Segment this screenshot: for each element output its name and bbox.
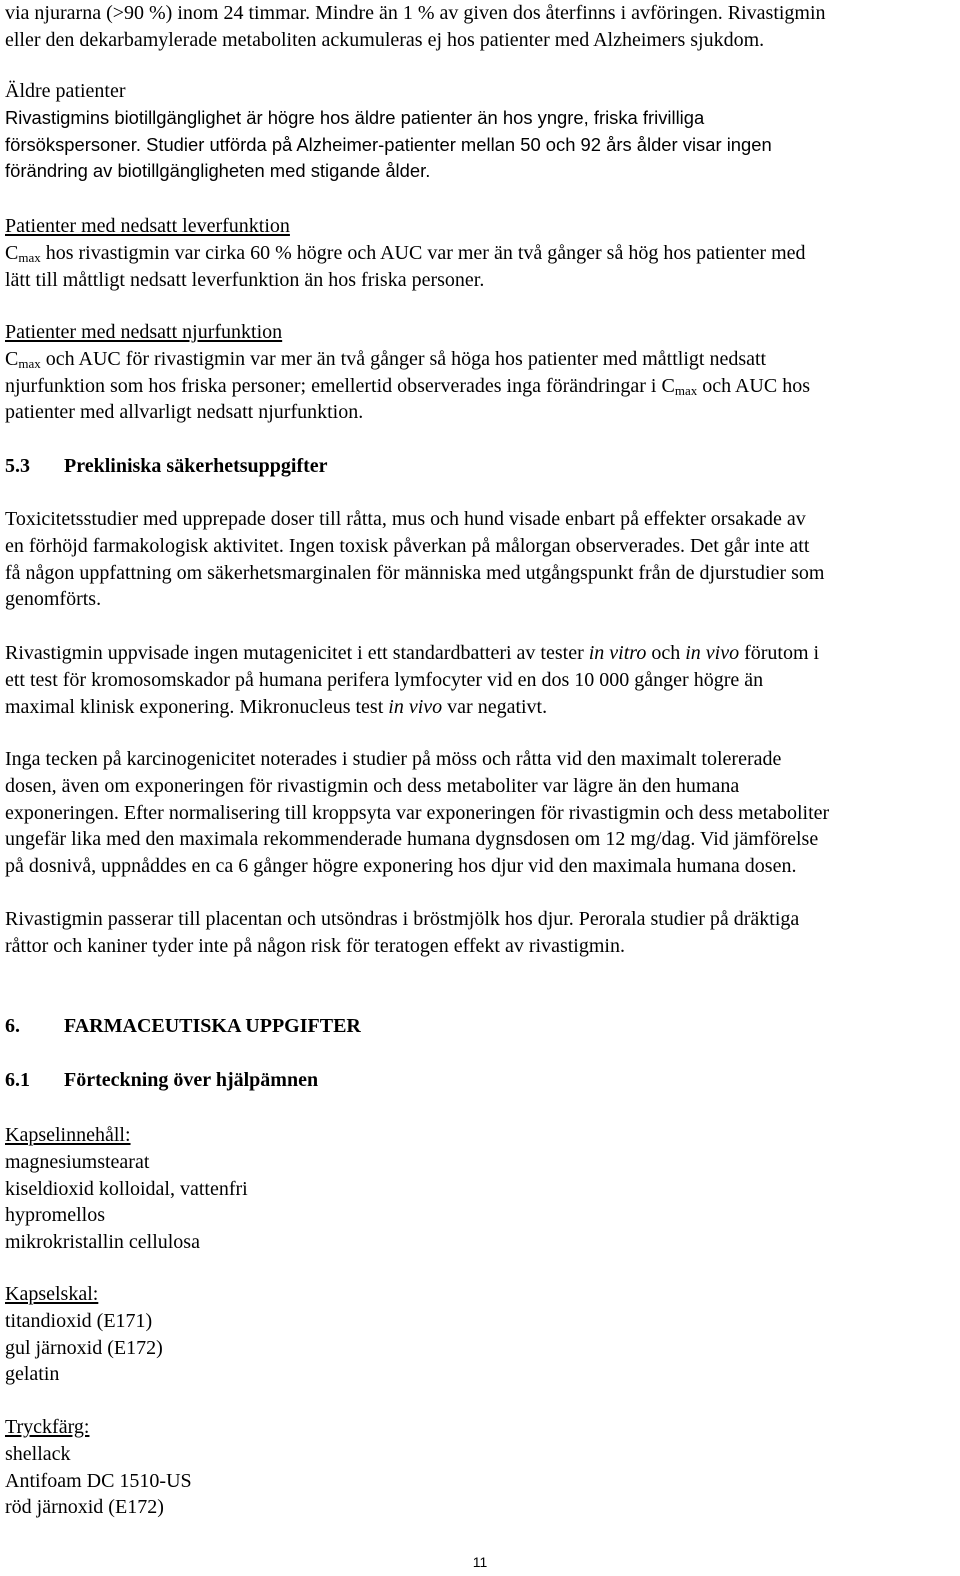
kidney-subheading: Patienter med nedsatt njurfunktion xyxy=(5,321,283,343)
excipient-item: shellack xyxy=(5,1442,71,1465)
section-number: 5.3 xyxy=(5,455,30,477)
kidney-line-fragment: njurfunktion som hos friska personer; emellertid observerades inga förändringar i C xyxy=(5,374,675,397)
section-title: Förteckning över hjälpämnen xyxy=(64,1069,319,1091)
cmax-subscript: max xyxy=(18,249,41,265)
kidney-line: patienter med allvarligt nedsatt njurfunktion. xyxy=(5,401,364,424)
intro-line: eller den dekarbamylerade metaboliten ackumuleras ej hos patienter med Alzheimers sjukdom. xyxy=(5,28,765,51)
elderly-line-fragment: försökspersoner. xyxy=(5,133,141,155)
excipient-item: titandioxid (E171) xyxy=(5,1309,153,1332)
excipient-group-capsule-shell xyxy=(5,1281,957,1388)
toxicity-paragraph xyxy=(5,506,957,613)
liver-line: lätt till måttligt nedsatt leverfunktion än hos friska personer. xyxy=(5,268,485,291)
mutagenicity-paragraph xyxy=(5,640,957,720)
elderly-patients-section xyxy=(5,78,957,185)
elderly-line: förändring av biotillgängligheten med stigande ålder. xyxy=(5,160,431,182)
section-6-heading xyxy=(5,1013,361,1040)
excipient-item: Antifoam DC 1510-US xyxy=(5,1469,192,1492)
excipient-item: mikrokristallin cellulosa xyxy=(5,1231,200,1254)
section-title: Prekliniska säkerhetsuppgifter xyxy=(64,455,328,477)
liver-line-fragment: hos rivastigmin var cirka 60 % högre och AUC var mer än två gånger så hög hos patienter med xyxy=(40,241,806,264)
paragraph-line: en förhöjd farmakologisk aktivitet. Ingen toxisk påverkan på målorgan observerades. Det går inte att xyxy=(5,534,810,557)
excipient-item: kiseldioxid kolloidal, vattenfri xyxy=(5,1177,248,1200)
excipient-group-printing-ink xyxy=(5,1414,957,1521)
placenta-paragraph xyxy=(5,906,957,960)
cmax-subscript: max xyxy=(674,382,698,398)
cmax-c: C xyxy=(5,347,19,370)
elderly-subheading: Äldre patienter xyxy=(5,80,126,102)
carcinogenicity-paragraph xyxy=(5,746,957,880)
excipient-item: röd järnoxid (E172) xyxy=(5,1496,164,1519)
italic-term: in vivo xyxy=(388,695,443,718)
section-title: FARMACEUTISKA UPPGIFTER xyxy=(64,1015,361,1037)
paragraph-line: Inga tecken på karcinogenicitet noterades i studier på möss och råtta vid den maximalt tolererade xyxy=(5,748,782,770)
excipient-item: magnesiumstearat xyxy=(5,1150,150,1173)
paragraph-line: exponeringen. Efter normalisering till kroppsyta var exponeringen för rivastigmin och dess metaboliter xyxy=(5,801,830,824)
text-fragment: Rivastigmin uppvisade ingen mutagenicitet i ett standardbatteri av tester xyxy=(5,642,589,664)
text-fragment: och xyxy=(646,642,686,664)
cmax-subscript: max xyxy=(18,355,41,371)
paragraph-line: få någon uppfattning om säkerhetsmarginalen för människa med utgångspunkt från de djurstudier som xyxy=(5,561,825,584)
elderly-line-fragment: Studier utförda på Alzheimer-patienter mellan 50 och 92 års ålder visar ingen xyxy=(140,133,772,155)
text-fragment: förutom i xyxy=(739,642,820,664)
section-6-1-heading xyxy=(5,1067,318,1094)
text-fragment: maximal klinisk exponering. Mikronucleus test xyxy=(5,695,389,718)
paragraph-line: på dosnivå, uppnåddes en ca 6 gånger högre exponering hos djur vid den maximala humana dosen. xyxy=(5,855,797,878)
text-fragment: var negativt. xyxy=(442,695,548,718)
excipient-item: gul järnoxid (E172) xyxy=(5,1336,163,1359)
excipient-group-label: Kapselinnehåll: xyxy=(5,1124,131,1146)
excipient-item: hypromellos xyxy=(5,1204,105,1227)
page-number: 11 xyxy=(472,1554,488,1570)
liver-subheading: Patienter med nedsatt leverfunktion xyxy=(5,215,290,237)
kidney-line-fragment: och AUC för rivastigmin var mer än två gånger så höga hos patienter med måttligt nedsatt xyxy=(40,347,767,370)
paragraph-line: genomförts. xyxy=(5,588,102,611)
paragraph-line: ett test för kromosomskador på humana perifera lymfocyter vid en dos 10 000 gånger högre än xyxy=(5,668,764,691)
excipient-item: gelatin xyxy=(5,1363,60,1386)
intro-paragraph xyxy=(5,0,957,54)
italic-term: in vivo xyxy=(685,642,740,664)
paragraph-line: råttor och kaniner tyder inte på någon risk för teratogen effekt av rivastigmin. xyxy=(5,934,625,957)
italic-term: in vitro xyxy=(588,642,647,664)
paragraph-line: dosen, även om exponeringen för rivastigmin och dess metaboliter var lägre än den humana xyxy=(5,774,740,797)
excipient-group-capsule-content xyxy=(5,1122,957,1256)
paragraph-line: ungefär lika med den maximala rekommenderade humana dygnsdosen om 12 mg/dag. Vid jämförelse xyxy=(5,828,819,851)
intro-line: via njurarna (>90 %) inom 24 timmar. Mindre än 1 % av given dos återfinns i avföringen. Rivastigmin xyxy=(5,2,826,24)
kidney-impairment-section xyxy=(5,319,957,426)
section-number: 6. xyxy=(5,1015,20,1037)
section-5-3-heading xyxy=(5,453,328,480)
excipient-group-label: Kapselskal: xyxy=(5,1283,99,1305)
cmax-c: C xyxy=(5,241,19,264)
excipient-group-label: Tryckfärg: xyxy=(5,1416,90,1438)
paragraph-line: Rivastigmin passerar till placentan och utsöndras i bröstmjölk hos djur. Perorala studier på dräktiga xyxy=(5,908,800,930)
liver-impairment-section xyxy=(5,213,957,293)
section-number: 6.1 xyxy=(5,1069,30,1091)
elderly-line: Rivastigmins biotillgänglighet är högre hos äldre patienter än hos yngre, friska frivilliga xyxy=(5,106,705,128)
paragraph-line: Toxicitetsstudier med upprepade doser till råtta, mus och hund visade enbart på effekter orsakade av xyxy=(5,508,806,530)
kidney-line-fragment: och AUC hos xyxy=(697,374,811,397)
